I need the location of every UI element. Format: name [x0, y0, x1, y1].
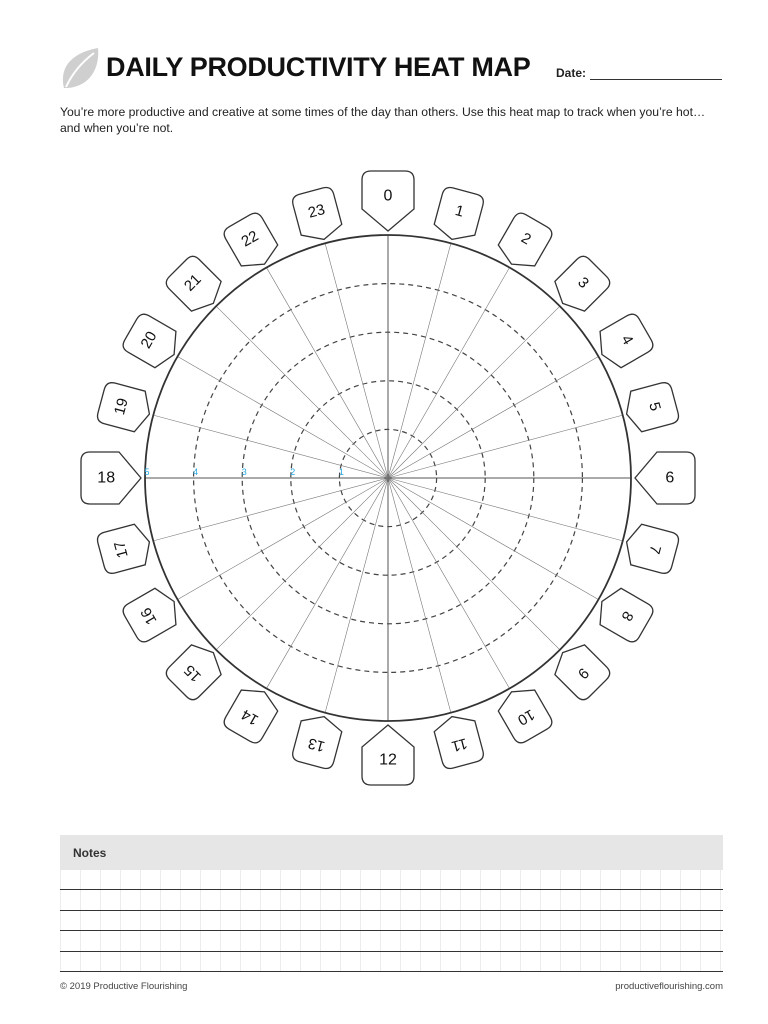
hour-tag-23[interactable]: [291, 186, 345, 245]
spoke-19: [153, 415, 388, 478]
hour-label-16: 16: [137, 604, 161, 628]
hour-label-4: 4: [617, 332, 637, 348]
hour-label-12: 12: [379, 751, 397, 769]
hour-tag-11[interactable]: [432, 711, 486, 770]
hour-label-3: 3: [574, 273, 593, 292]
hour-label-19: 19: [111, 396, 132, 417]
spoke-16: [178, 478, 388, 600]
spoke-21: [216, 306, 388, 478]
hour-label-7: 7: [645, 543, 664, 556]
spoke-2: [388, 268, 510, 478]
hour-label-10: 10: [514, 705, 538, 729]
notes-line: [60, 889, 723, 890]
hour-tag-4[interactable]: [591, 311, 655, 372]
hour-tag-10[interactable]: [493, 681, 554, 745]
ring-label-2: 2: [290, 467, 296, 477]
notes-line: [60, 971, 723, 972]
hour-label-11: 11: [449, 734, 470, 755]
ring-label-4: 4: [193, 467, 199, 477]
footer-url[interactable]: productiveflourishing.com: [615, 981, 723, 992]
hour-label-14: 14: [238, 705, 262, 729]
hour-label-15: 15: [180, 661, 205, 686]
notes-area[interactable]: [60, 870, 723, 972]
hour-tag-7[interactable]: [621, 522, 680, 576]
spoke-1: [388, 243, 451, 478]
hour-label-2: 2: [518, 229, 534, 249]
copyright-text: © 2019 Productive Flourishing: [60, 981, 188, 992]
spoke-8: [388, 478, 598, 600]
spoke-9: [388, 478, 560, 650]
hour-tag-6[interactable]: [635, 452, 695, 504]
hour-label-22: 22: [238, 227, 262, 251]
hour-label-23: 23: [306, 201, 327, 222]
spoke-13: [325, 478, 388, 713]
hour-label-1: 1: [453, 202, 466, 221]
notes-line: [60, 951, 723, 952]
spoke-22: [267, 268, 389, 478]
hour-label-5: 5: [645, 400, 664, 413]
spoke-7: [388, 478, 623, 541]
hour-tag-17[interactable]: [96, 522, 155, 576]
notes-line: [60, 930, 723, 931]
ring-label-3: 3: [241, 467, 247, 477]
spoke-4: [388, 357, 598, 479]
spoke-14: [267, 478, 389, 688]
hour-tag-0[interactable]: [362, 171, 414, 231]
intro-text: You’re more productive and creative at some times of the day than others. Use this heat map to track when you’re hot… and when you’re not.: [60, 105, 706, 135]
hour-tag-16[interactable]: [120, 583, 184, 644]
hour-tag-19[interactable]: [96, 381, 155, 435]
date-label: Date:: [556, 66, 587, 80]
notes-header: [60, 835, 723, 870]
hour-tag-18[interactable]: [81, 452, 141, 504]
hour-label-0: 0: [383, 187, 393, 205]
hour-tag-13[interactable]: [291, 711, 345, 770]
hour-label-8: 8: [617, 608, 637, 624]
spoke-3: [388, 306, 560, 478]
hour-tag-22[interactable]: [221, 210, 282, 274]
page-title: DAILY PRODUCTIVITY HEAT MAP: [106, 52, 531, 82]
spoke-17: [153, 478, 388, 541]
hour-tag-14[interactable]: [221, 681, 282, 745]
notes-label: Notes: [73, 846, 107, 860]
hour-tag-2[interactable]: [493, 210, 554, 274]
hour-label-17: 17: [111, 539, 132, 560]
hour-label-9: 9: [574, 664, 593, 683]
ring-label-1: 1: [338, 467, 344, 477]
hour-tag-8[interactable]: [591, 583, 655, 644]
hour-label-18: 18: [97, 469, 116, 487]
spoke-10: [388, 478, 510, 688]
spoke-11: [388, 478, 451, 713]
hour-tag-20[interactable]: [120, 311, 184, 372]
hour-label-6: 6: [665, 469, 675, 487]
spoke-15: [216, 478, 388, 650]
spoke-5: [388, 415, 623, 478]
ring-label-5: 5: [144, 467, 150, 477]
hour-label-20: 20: [137, 328, 161, 352]
hour-tag-5[interactable]: [621, 381, 680, 435]
hour-label-13: 13: [306, 734, 327, 755]
spoke-20: [178, 357, 388, 479]
hour-tag-1[interactable]: [432, 186, 486, 245]
notes-line: [60, 910, 723, 911]
hour-tag-12[interactable]: [362, 725, 414, 785]
hour-label-21: 21: [180, 270, 205, 295]
spoke-23: [325, 243, 388, 478]
